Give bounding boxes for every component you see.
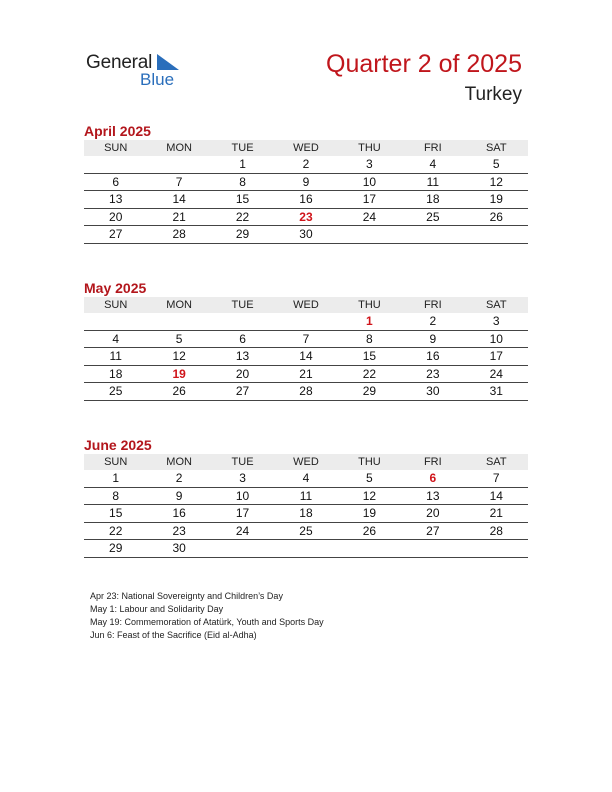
weekday-header: SAT xyxy=(465,454,528,470)
day-cell: 6 xyxy=(401,470,464,487)
day-cell: 5 xyxy=(338,470,401,487)
day-cell: 26 xyxy=(465,208,528,226)
day-cell: 24 xyxy=(465,365,528,383)
day-cell: 10 xyxy=(465,330,528,348)
holiday-note: Jun 6: Feast of the Sacrifice (Eid al-Adha) xyxy=(90,630,257,640)
weekday-header: FRI xyxy=(401,454,464,470)
day-cell: 20 xyxy=(84,208,147,226)
day-cell: 9 xyxy=(401,330,464,348)
day-cell: 7 xyxy=(274,330,337,348)
day-cell: 27 xyxy=(84,226,147,244)
month-title: April 2025 xyxy=(84,123,151,139)
day-cell: 28 xyxy=(147,226,210,244)
weekday-header: TUE xyxy=(211,454,274,470)
day-cell: 8 xyxy=(211,173,274,191)
month-title: June 2025 xyxy=(84,437,152,453)
day-cell: 8 xyxy=(338,330,401,348)
day-cell: 23 xyxy=(274,208,337,226)
empty-day-cell xyxy=(84,313,147,330)
weekday-header: FRI xyxy=(401,140,464,156)
month-may xyxy=(84,279,528,401)
country-label: Turkey xyxy=(464,84,522,105)
day-cell: 4 xyxy=(401,156,464,173)
day-cell: 16 xyxy=(147,505,210,523)
week-row xyxy=(84,156,528,173)
day-cell: 18 xyxy=(84,365,147,383)
day-cell: 30 xyxy=(274,226,337,244)
week-row xyxy=(84,348,528,366)
week-row xyxy=(84,191,528,209)
day-cell: 1 xyxy=(338,313,401,330)
day-cell: 14 xyxy=(465,487,528,505)
empty-day-cell xyxy=(147,313,210,330)
weekday-header: WED xyxy=(274,297,337,313)
day-cell: 31 xyxy=(465,383,528,401)
day-cell: 4 xyxy=(84,330,147,348)
day-cell: 25 xyxy=(274,522,337,540)
day-cell: 28 xyxy=(274,383,337,401)
holiday-note: May 19: Commemoration of Atatürk, Youth and Sports Day xyxy=(90,617,324,627)
weekday-header: SAT xyxy=(465,297,528,313)
logo-word-general: General xyxy=(86,52,153,73)
day-cell: 27 xyxy=(211,383,274,401)
day-cell: 18 xyxy=(401,191,464,209)
weekday-header: WED xyxy=(274,140,337,156)
week-row xyxy=(84,226,528,244)
day-cell: 22 xyxy=(211,208,274,226)
day-cell: 3 xyxy=(211,470,274,487)
empty-day-cell xyxy=(338,226,401,244)
day-cell: 15 xyxy=(84,505,147,523)
calendar-grid xyxy=(84,140,528,244)
day-cell: 25 xyxy=(84,383,147,401)
week-row xyxy=(84,505,528,523)
day-cell: 6 xyxy=(211,330,274,348)
day-cell: 6 xyxy=(84,173,147,191)
day-cell: 13 xyxy=(84,191,147,209)
weekday-header: SAT xyxy=(465,140,528,156)
weekday-header: WED xyxy=(274,454,337,470)
empty-day-cell xyxy=(465,540,528,558)
empty-day-cell xyxy=(274,540,337,558)
week-row xyxy=(84,487,528,505)
weekday-header: FRI xyxy=(401,297,464,313)
day-cell: 24 xyxy=(338,208,401,226)
day-cell: 25 xyxy=(401,208,464,226)
day-cell: 21 xyxy=(274,365,337,383)
empty-day-cell xyxy=(274,313,337,330)
weekday-header: SUN xyxy=(84,297,147,313)
day-cell: 7 xyxy=(147,173,210,191)
day-cell: 18 xyxy=(274,505,337,523)
day-cell: 2 xyxy=(401,313,464,330)
day-cell: 21 xyxy=(465,505,528,523)
month-june xyxy=(84,436,528,558)
week-row xyxy=(84,313,528,330)
week-row xyxy=(84,470,528,487)
day-cell: 2 xyxy=(147,470,210,487)
day-cell: 17 xyxy=(211,505,274,523)
day-cell: 21 xyxy=(147,208,210,226)
day-cell: 22 xyxy=(338,365,401,383)
day-cell: 15 xyxy=(211,191,274,209)
day-cell: 29 xyxy=(338,383,401,401)
day-cell: 17 xyxy=(465,348,528,366)
day-cell: 16 xyxy=(274,191,337,209)
day-cell: 10 xyxy=(211,487,274,505)
day-cell: 3 xyxy=(465,313,528,330)
logo-triangle-icon xyxy=(157,54,179,70)
weekday-header: THU xyxy=(338,454,401,470)
day-cell: 13 xyxy=(401,487,464,505)
empty-day-cell xyxy=(338,540,401,558)
holiday-note: Apr 23: National Sovereignty and Children’s Day xyxy=(90,591,283,601)
week-row xyxy=(84,522,528,540)
day-cell: 29 xyxy=(84,540,147,558)
weekday-header: MON xyxy=(147,140,210,156)
day-cell: 11 xyxy=(274,487,337,505)
holiday-note: May 1: Labour and Solidarity Day xyxy=(90,604,224,614)
empty-day-cell xyxy=(84,156,147,173)
empty-day-cell xyxy=(147,156,210,173)
weekday-header: TUE xyxy=(211,140,274,156)
week-row xyxy=(84,173,528,191)
day-cell: 11 xyxy=(401,173,464,191)
day-cell: 29 xyxy=(211,226,274,244)
weekday-header: TUE xyxy=(211,297,274,313)
day-cell: 12 xyxy=(147,348,210,366)
weekday-header: MON xyxy=(147,297,210,313)
week-row xyxy=(84,383,528,401)
week-row xyxy=(84,365,528,383)
week-row xyxy=(84,330,528,348)
day-cell: 12 xyxy=(465,173,528,191)
week-row xyxy=(84,540,528,558)
empty-day-cell xyxy=(211,540,274,558)
day-cell: 15 xyxy=(338,348,401,366)
day-cell: 11 xyxy=(84,348,147,366)
day-cell: 30 xyxy=(147,540,210,558)
day-cell: 5 xyxy=(465,156,528,173)
day-cell: 26 xyxy=(147,383,210,401)
day-cell: 4 xyxy=(274,470,337,487)
day-cell: 19 xyxy=(465,191,528,209)
logo-word-blue: Blue xyxy=(140,70,175,89)
day-cell: 17 xyxy=(338,191,401,209)
day-cell: 24 xyxy=(211,522,274,540)
day-cell: 7 xyxy=(465,470,528,487)
weekday-header: MON xyxy=(147,454,210,470)
month-april xyxy=(84,122,528,244)
empty-day-cell xyxy=(465,226,528,244)
weekday-header: THU xyxy=(338,297,401,313)
day-cell: 5 xyxy=(147,330,210,348)
day-cell: 13 xyxy=(211,348,274,366)
day-cell: 14 xyxy=(147,191,210,209)
day-cell: 20 xyxy=(401,505,464,523)
day-cell: 14 xyxy=(274,348,337,366)
day-cell: 30 xyxy=(401,383,464,401)
page-title: Quarter 2 of 2025 xyxy=(326,50,522,78)
weekday-header: SUN xyxy=(84,140,147,156)
day-cell: 9 xyxy=(274,173,337,191)
day-cell: 1 xyxy=(211,156,274,173)
holiday-notes xyxy=(90,590,324,642)
day-cell: 28 xyxy=(465,522,528,540)
day-cell: 27 xyxy=(401,522,464,540)
day-cell: 12 xyxy=(338,487,401,505)
empty-day-cell xyxy=(401,226,464,244)
weekday-header: SUN xyxy=(84,454,147,470)
day-cell: 8 xyxy=(84,487,147,505)
day-cell: 23 xyxy=(147,522,210,540)
weekday-header: THU xyxy=(338,140,401,156)
day-cell: 19 xyxy=(147,365,210,383)
day-cell: 22 xyxy=(84,522,147,540)
day-cell: 19 xyxy=(338,505,401,523)
day-cell: 23 xyxy=(401,365,464,383)
empty-day-cell xyxy=(211,313,274,330)
month-title: May 2025 xyxy=(84,280,147,296)
week-row xyxy=(84,208,528,226)
day-cell: 26 xyxy=(338,522,401,540)
day-cell: 3 xyxy=(338,156,401,173)
day-cell: 16 xyxy=(401,348,464,366)
calendar-grid xyxy=(84,297,528,401)
calendar-grid xyxy=(84,454,528,558)
generalblue-logo xyxy=(86,52,196,92)
day-cell: 1 xyxy=(84,470,147,487)
day-cell: 2 xyxy=(274,156,337,173)
day-cell: 20 xyxy=(211,365,274,383)
empty-day-cell xyxy=(401,540,464,558)
day-cell: 9 xyxy=(147,487,210,505)
day-cell: 10 xyxy=(338,173,401,191)
